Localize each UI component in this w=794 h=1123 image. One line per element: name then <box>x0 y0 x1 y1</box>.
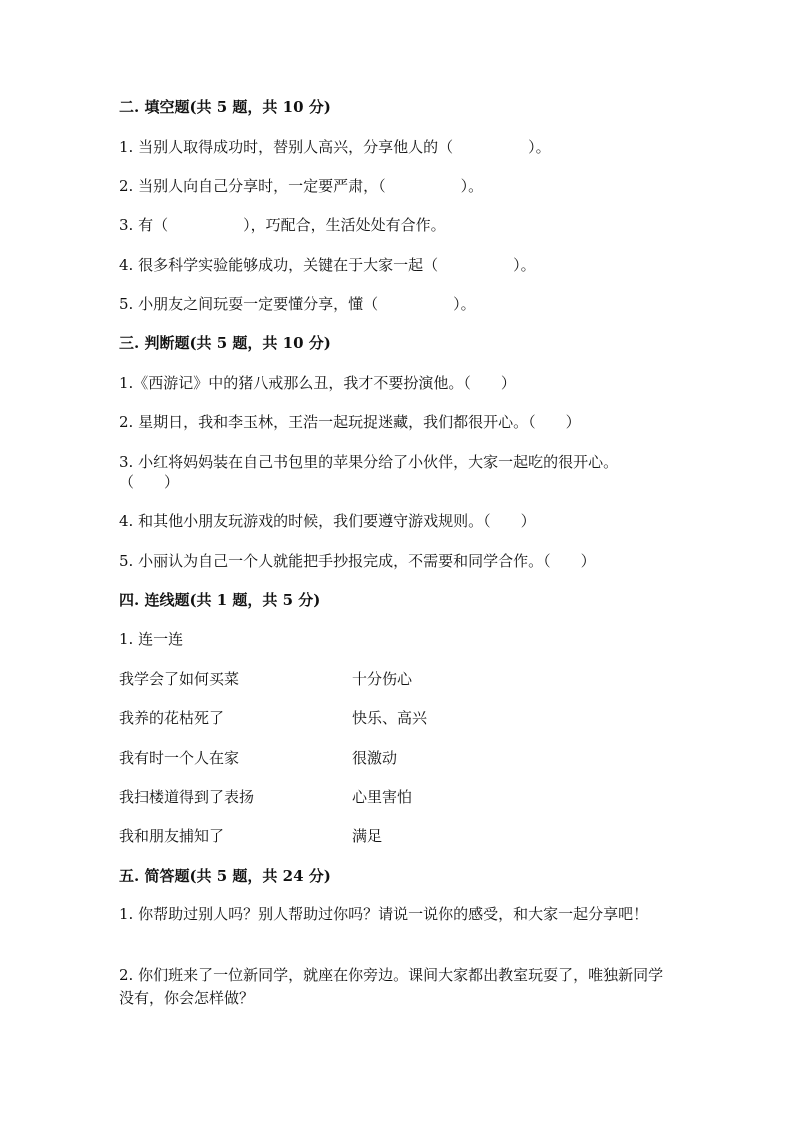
section-heading-matching: 四. 连线题(共 1 题，共 5 分) <box>119 591 321 609</box>
short-answer-question-2: 2. 你们班来了一位新同学，就座在你旁边。课间大家都出教室玩耍了，唯独新同学没有，你会怎样做？ <box>119 966 664 1007</box>
matching-right-item: 快乐、高兴 <box>352 709 428 727</box>
matching-left-item: 我学会了如何买菜 <box>119 670 240 688</box>
short-answer-question-1: 1. 你帮助过别人吗？别人帮助过你吗？请说一说你的感受，和大家一起分享吧！ <box>119 905 649 923</box>
matching-left-item: 我扫楼道得到了表扬 <box>119 788 255 806</box>
fill-blank-question-3: 3. 有（ ），巧配合，生活处处有合作。 <box>119 216 446 234</box>
matching-question-1: 1. 连一连 <box>119 630 184 648</box>
matching-right-item: 心里害怕 <box>352 788 413 806</box>
true-false-question-2: 2. 星期日，我和李玉林，王浩一起玩捉迷藏，我们都很开心。（ ） <box>119 413 581 431</box>
fill-blank-question-5: 5. 小朋友之间玩耍一定要懂分享，懂（ ）。 <box>119 295 476 313</box>
matching-right-item: 很激动 <box>352 749 398 767</box>
fill-blank-question-1: 1. 当别人取得成功时，替别人高兴，分享他人的（ ）。 <box>119 138 551 156</box>
matching-right-item: 满足 <box>352 827 383 845</box>
matching-left-item: 我和朋友捕知了 <box>119 827 225 845</box>
true-false-question-1: 1.《西游记》中的猪八戒那么丑，我才不要扮演他。（ ） <box>119 374 516 392</box>
matching-left-item: 我养的花枯死了 <box>119 709 225 727</box>
true-false-question-4: 4. 和其他小朋友玩游戏的时候，我们要遵守游戏规则。（ ） <box>119 512 536 530</box>
matching-left-item: 我有时一个人在家 <box>119 749 240 767</box>
true-false-question-3: 3. 小红将妈妈装在自己书包里的苹果分给了小伙伴，大家一起吃的很开心。 <box>119 453 619 471</box>
section-heading-fill-blank: 二. 填空题(共 5 题，共 10 分) <box>119 98 331 116</box>
fill-blank-question-2: 2. 当别人向自己分享时，一定要严肃，（ ）。 <box>119 177 484 195</box>
section-heading-true-false: 三. 判断题(共 5 题，共 10 分) <box>119 334 331 352</box>
true-false-question-3-blank: （ ） <box>119 473 180 491</box>
section-heading-short-answer: 五. 简答题(共 5 题，共 24 分) <box>119 867 331 885</box>
matching-right-item: 十分伤心 <box>352 670 413 688</box>
fill-blank-question-4: 4. 很多科学实验能够成功，关键在于大家一起（ ）。 <box>119 256 536 274</box>
true-false-question-5: 5. 小丽认为自己一个人就能把手抄报完成，不需要和同学合作。（ ） <box>119 552 596 570</box>
